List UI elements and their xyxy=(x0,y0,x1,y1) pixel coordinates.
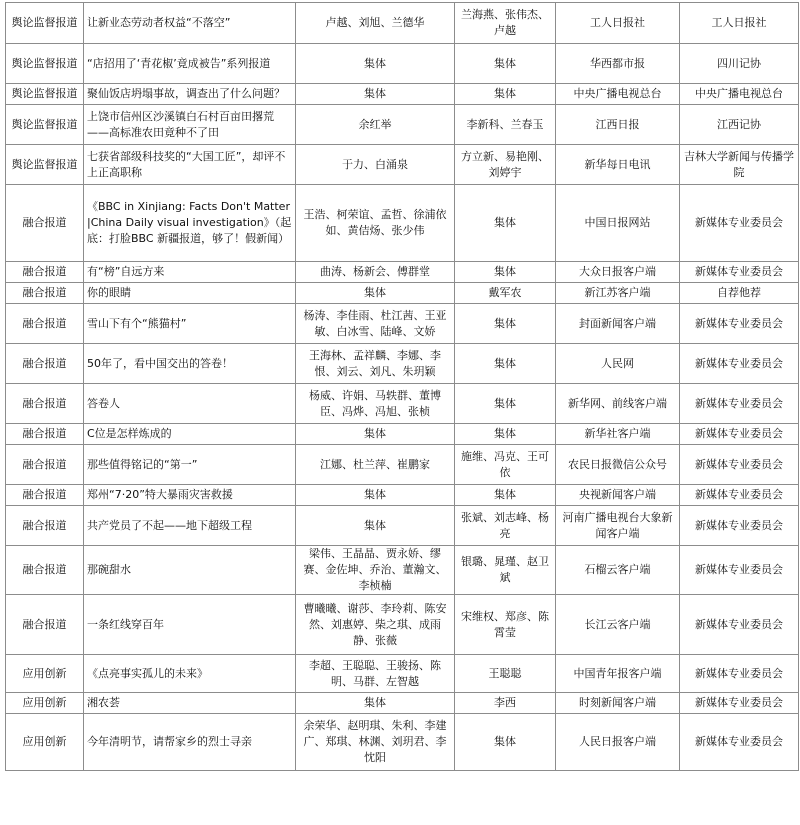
publisher-cell: 新华社客户端 xyxy=(556,424,680,445)
recommender-cell: 江西记协 xyxy=(680,105,799,145)
recommender-cell: 新媒体专业委员会 xyxy=(680,424,799,445)
title-cell: 那碗甜水 xyxy=(84,546,296,595)
title-cell: 一条红线穿百年 xyxy=(84,595,296,655)
publisher-cell: 江西日报 xyxy=(556,105,680,145)
category-cell: 应用创新 xyxy=(6,693,84,714)
authors-cell: 余荣华、赵明琪、朱利、李建广、郑琪、林渊、刘玥君、李忱阳 xyxy=(296,714,455,771)
publisher-cell: 新华每日电讯 xyxy=(556,145,680,185)
title-cell: 上饶市信州区沙溪镇白石村百亩田撂荒——高标准农田竟种不了田 xyxy=(84,105,296,145)
recommender-cell: 新媒体专业委员会 xyxy=(680,384,799,424)
title-cell: 共产党员了不起——地下超级工程 xyxy=(84,506,296,546)
recommender-cell: 新媒体专业委员会 xyxy=(680,506,799,546)
publisher-cell: 封面新闻客户端 xyxy=(556,304,680,344)
recommender-cell: 新媒体专业委员会 xyxy=(680,185,799,262)
authors-cell: 王海林、孟祥麟、李娜、李恨、刘云、刘凡、朱玥颖 xyxy=(296,344,455,384)
authors-cell: 集体 xyxy=(296,44,455,84)
title-cell: 那些值得铭记的“第一” xyxy=(84,445,296,485)
table-row xyxy=(6,105,799,145)
recommender-cell: 四川记协 xyxy=(680,44,799,84)
authors-cell: 卢越、刘旭、兰德华 xyxy=(296,3,455,44)
table-row xyxy=(6,506,799,546)
table-row xyxy=(6,595,799,655)
recommender-cell: 自荐他荐 xyxy=(680,283,799,304)
editors-cell: 集体 xyxy=(455,304,556,344)
table-row xyxy=(6,485,799,506)
authors-cell: 杨威、许娟、马轶群、董博臣、冯烨、冯旭、张桢 xyxy=(296,384,455,424)
editors-cell: 王聪聪 xyxy=(455,655,556,693)
authors-cell: 曲涛、杨新会、傅群堂 xyxy=(296,262,455,283)
table-row xyxy=(6,283,799,304)
table-row xyxy=(6,304,799,344)
title-cell: 《点亮事实孤儿的未来》 xyxy=(84,655,296,693)
category-cell: 舆论监督报道 xyxy=(6,145,84,185)
editors-cell: 张斌、刘志峰、杨亮 xyxy=(455,506,556,546)
table-row xyxy=(6,185,799,262)
authors-cell: 集体 xyxy=(296,506,455,546)
category-cell: 融合报道 xyxy=(6,185,84,262)
authors-cell: 集体 xyxy=(296,485,455,506)
category-cell: 融合报道 xyxy=(6,424,84,445)
editors-cell: 集体 xyxy=(455,344,556,384)
publisher-cell: 央视新闻客户端 xyxy=(556,485,680,506)
table-row xyxy=(6,344,799,384)
authors-cell: 王浩、柯荣谊、孟哲、徐浦依如、黄佶炀、张少伟 xyxy=(296,185,455,262)
editors-cell: 宋维权、郑彦、陈霄莹 xyxy=(455,595,556,655)
publisher-cell: 时刻新闻客户端 xyxy=(556,693,680,714)
awards-table-container xyxy=(5,2,798,771)
authors-cell: 余红举 xyxy=(296,105,455,145)
editors-cell: 集体 xyxy=(455,424,556,445)
publisher-cell: 工人日报社 xyxy=(556,3,680,44)
recommender-cell: 新媒体专业委员会 xyxy=(680,445,799,485)
category-cell: 舆论监督报道 xyxy=(6,3,84,44)
recommender-cell: 新媒体专业委员会 xyxy=(680,655,799,693)
recommender-cell: 新媒体专业委员会 xyxy=(680,262,799,283)
title-cell: 聚仙饭店坍塌事故，调查出了什么问题？ xyxy=(84,84,296,105)
authors-cell: 集体 xyxy=(296,283,455,304)
authors-cell: 于力、白涌泉 xyxy=(296,145,455,185)
category-cell: 融合报道 xyxy=(6,445,84,485)
editors-cell: 李新科、兰春玉 xyxy=(455,105,556,145)
category-cell: 舆论监督报道 xyxy=(6,105,84,145)
category-cell: 融合报道 xyxy=(6,384,84,424)
editors-cell: 集体 xyxy=(455,185,556,262)
authors-cell: 李超、王聪聪、王骏扬、陈明、马群、左智越 xyxy=(296,655,455,693)
table-row xyxy=(6,384,799,424)
title-cell: 让新业态劳动者权益“不落空” xyxy=(84,3,296,44)
editors-cell: 戴军农 xyxy=(455,283,556,304)
table-row xyxy=(6,84,799,105)
table-row xyxy=(6,262,799,283)
editors-cell: 银璐、晁瑾、赵卫斌 xyxy=(455,546,556,595)
recommender-cell: 新媒体专业委员会 xyxy=(680,546,799,595)
category-cell: 融合报道 xyxy=(6,304,84,344)
category-cell: 应用创新 xyxy=(6,714,84,771)
editors-cell: 集体 xyxy=(455,714,556,771)
authors-cell: 集体 xyxy=(296,693,455,714)
editors-cell: 李西 xyxy=(455,693,556,714)
publisher-cell: 中央广播电视总台 xyxy=(556,84,680,105)
title-cell: 有“榜”自远方来 xyxy=(84,262,296,283)
category-cell: 融合报道 xyxy=(6,262,84,283)
table-row xyxy=(6,445,799,485)
publisher-cell: 大众日报客户端 xyxy=(556,262,680,283)
title-cell: C位是怎样炼成的 xyxy=(84,424,296,445)
table-row xyxy=(6,145,799,185)
publisher-cell: 华西都市报 xyxy=(556,44,680,84)
table-row xyxy=(6,714,799,771)
editors-cell: 方立新、易艳刚、刘婷宇 xyxy=(455,145,556,185)
category-cell: 应用创新 xyxy=(6,655,84,693)
recommender-cell: 新媒体专业委员会 xyxy=(680,344,799,384)
title-cell: 你的眼睛 xyxy=(84,283,296,304)
publisher-cell: 新华网、前线客户端 xyxy=(556,384,680,424)
category-cell: 融合报道 xyxy=(6,344,84,384)
editors-cell: 集体 xyxy=(455,485,556,506)
title-cell: 七获省部级科技奖的“大国工匠”，却评不上正高职称 xyxy=(84,145,296,185)
table-row xyxy=(6,424,799,445)
recommender-cell: 中央广播电视总台 xyxy=(680,84,799,105)
category-cell: 融合报道 xyxy=(6,485,84,506)
recommender-cell: 新媒体专业委员会 xyxy=(680,693,799,714)
recommender-cell: 新媒体专业委员会 xyxy=(680,485,799,506)
editors-cell: 集体 xyxy=(455,84,556,105)
editors-cell: 集体 xyxy=(455,384,556,424)
publisher-cell: 石榴云客户端 xyxy=(556,546,680,595)
title-cell: “店招用了‘青花椒’竟成被告”系列报道 xyxy=(84,44,296,84)
authors-cell: 江娜、杜兰萍、崔鹏家 xyxy=(296,445,455,485)
editors-cell: 集体 xyxy=(455,262,556,283)
table-row xyxy=(6,546,799,595)
authors-cell: 集体 xyxy=(296,84,455,105)
table-row xyxy=(6,44,799,84)
table-row xyxy=(6,3,799,44)
table-row xyxy=(6,655,799,693)
title-cell: 答卷人 xyxy=(84,384,296,424)
recommender-cell: 新媒体专业委员会 xyxy=(680,714,799,771)
title-cell: 50年了，看中国交出的答卷！ xyxy=(84,344,296,384)
editors-cell: 集体 xyxy=(455,44,556,84)
recommender-cell: 新媒体专业委员会 xyxy=(680,595,799,655)
publisher-cell: 中国日报网站 xyxy=(556,185,680,262)
title-cell: 今年清明节，请帮家乡的烈士寻亲 xyxy=(84,714,296,771)
category-cell: 融合报道 xyxy=(6,506,84,546)
category-cell: 舆论监督报道 xyxy=(6,44,84,84)
publisher-cell: 人民网 xyxy=(556,344,680,384)
title-cell: 郑州“7·20”特大暴雨灾害救援 xyxy=(84,485,296,506)
recommender-cell: 新媒体专业委员会 xyxy=(680,304,799,344)
table-row xyxy=(6,693,799,714)
editors-cell: 施维、冯克、王可依 xyxy=(455,445,556,485)
title-cell: 《BBC in Xinjiang: Facts Don't Matter|China Daily visual investigation》（起底：打脸BBC 新疆报道，够了！假新闻） xyxy=(84,185,296,262)
category-cell: 融合报道 xyxy=(6,595,84,655)
authors-cell: 杨涛、李佳雨、杜江茜、王亚敏、白冰雪、陆峰、文娇 xyxy=(296,304,455,344)
publisher-cell: 中国青年报客户端 xyxy=(556,655,680,693)
authors-cell: 集体 xyxy=(296,424,455,445)
recommender-cell: 工人日报社 xyxy=(680,3,799,44)
editors-cell: 兰海燕、张伟杰、卢越 xyxy=(455,3,556,44)
authors-cell: 曹曦曦、谢莎、李玲莉、陈安然、刘惠婷、柴之琪、成雨静、张薇 xyxy=(296,595,455,655)
awards-table-body xyxy=(6,3,799,771)
category-cell: 融合报道 xyxy=(6,546,84,595)
awards-table xyxy=(5,2,799,771)
title-cell: 雪山下有个“熊猫村” xyxy=(84,304,296,344)
title-cell: 湘农荟 xyxy=(84,693,296,714)
category-cell: 舆论监督报道 xyxy=(6,84,84,105)
recommender-cell: 吉林大学新闻与传播学院 xyxy=(680,145,799,185)
publisher-cell: 人民日报客户端 xyxy=(556,714,680,771)
category-cell: 融合报道 xyxy=(6,283,84,304)
publisher-cell: 新江苏客户端 xyxy=(556,283,680,304)
publisher-cell: 长江云客户端 xyxy=(556,595,680,655)
publisher-cell: 河南广播电视台大象新闻客户端 xyxy=(556,506,680,546)
authors-cell: 梁伟、王晶晶、贾永娇、缪赛、金佐坤、乔治、董瀚文、李桢楠 xyxy=(296,546,455,595)
publisher-cell: 农民日报微信公众号 xyxy=(556,445,680,485)
